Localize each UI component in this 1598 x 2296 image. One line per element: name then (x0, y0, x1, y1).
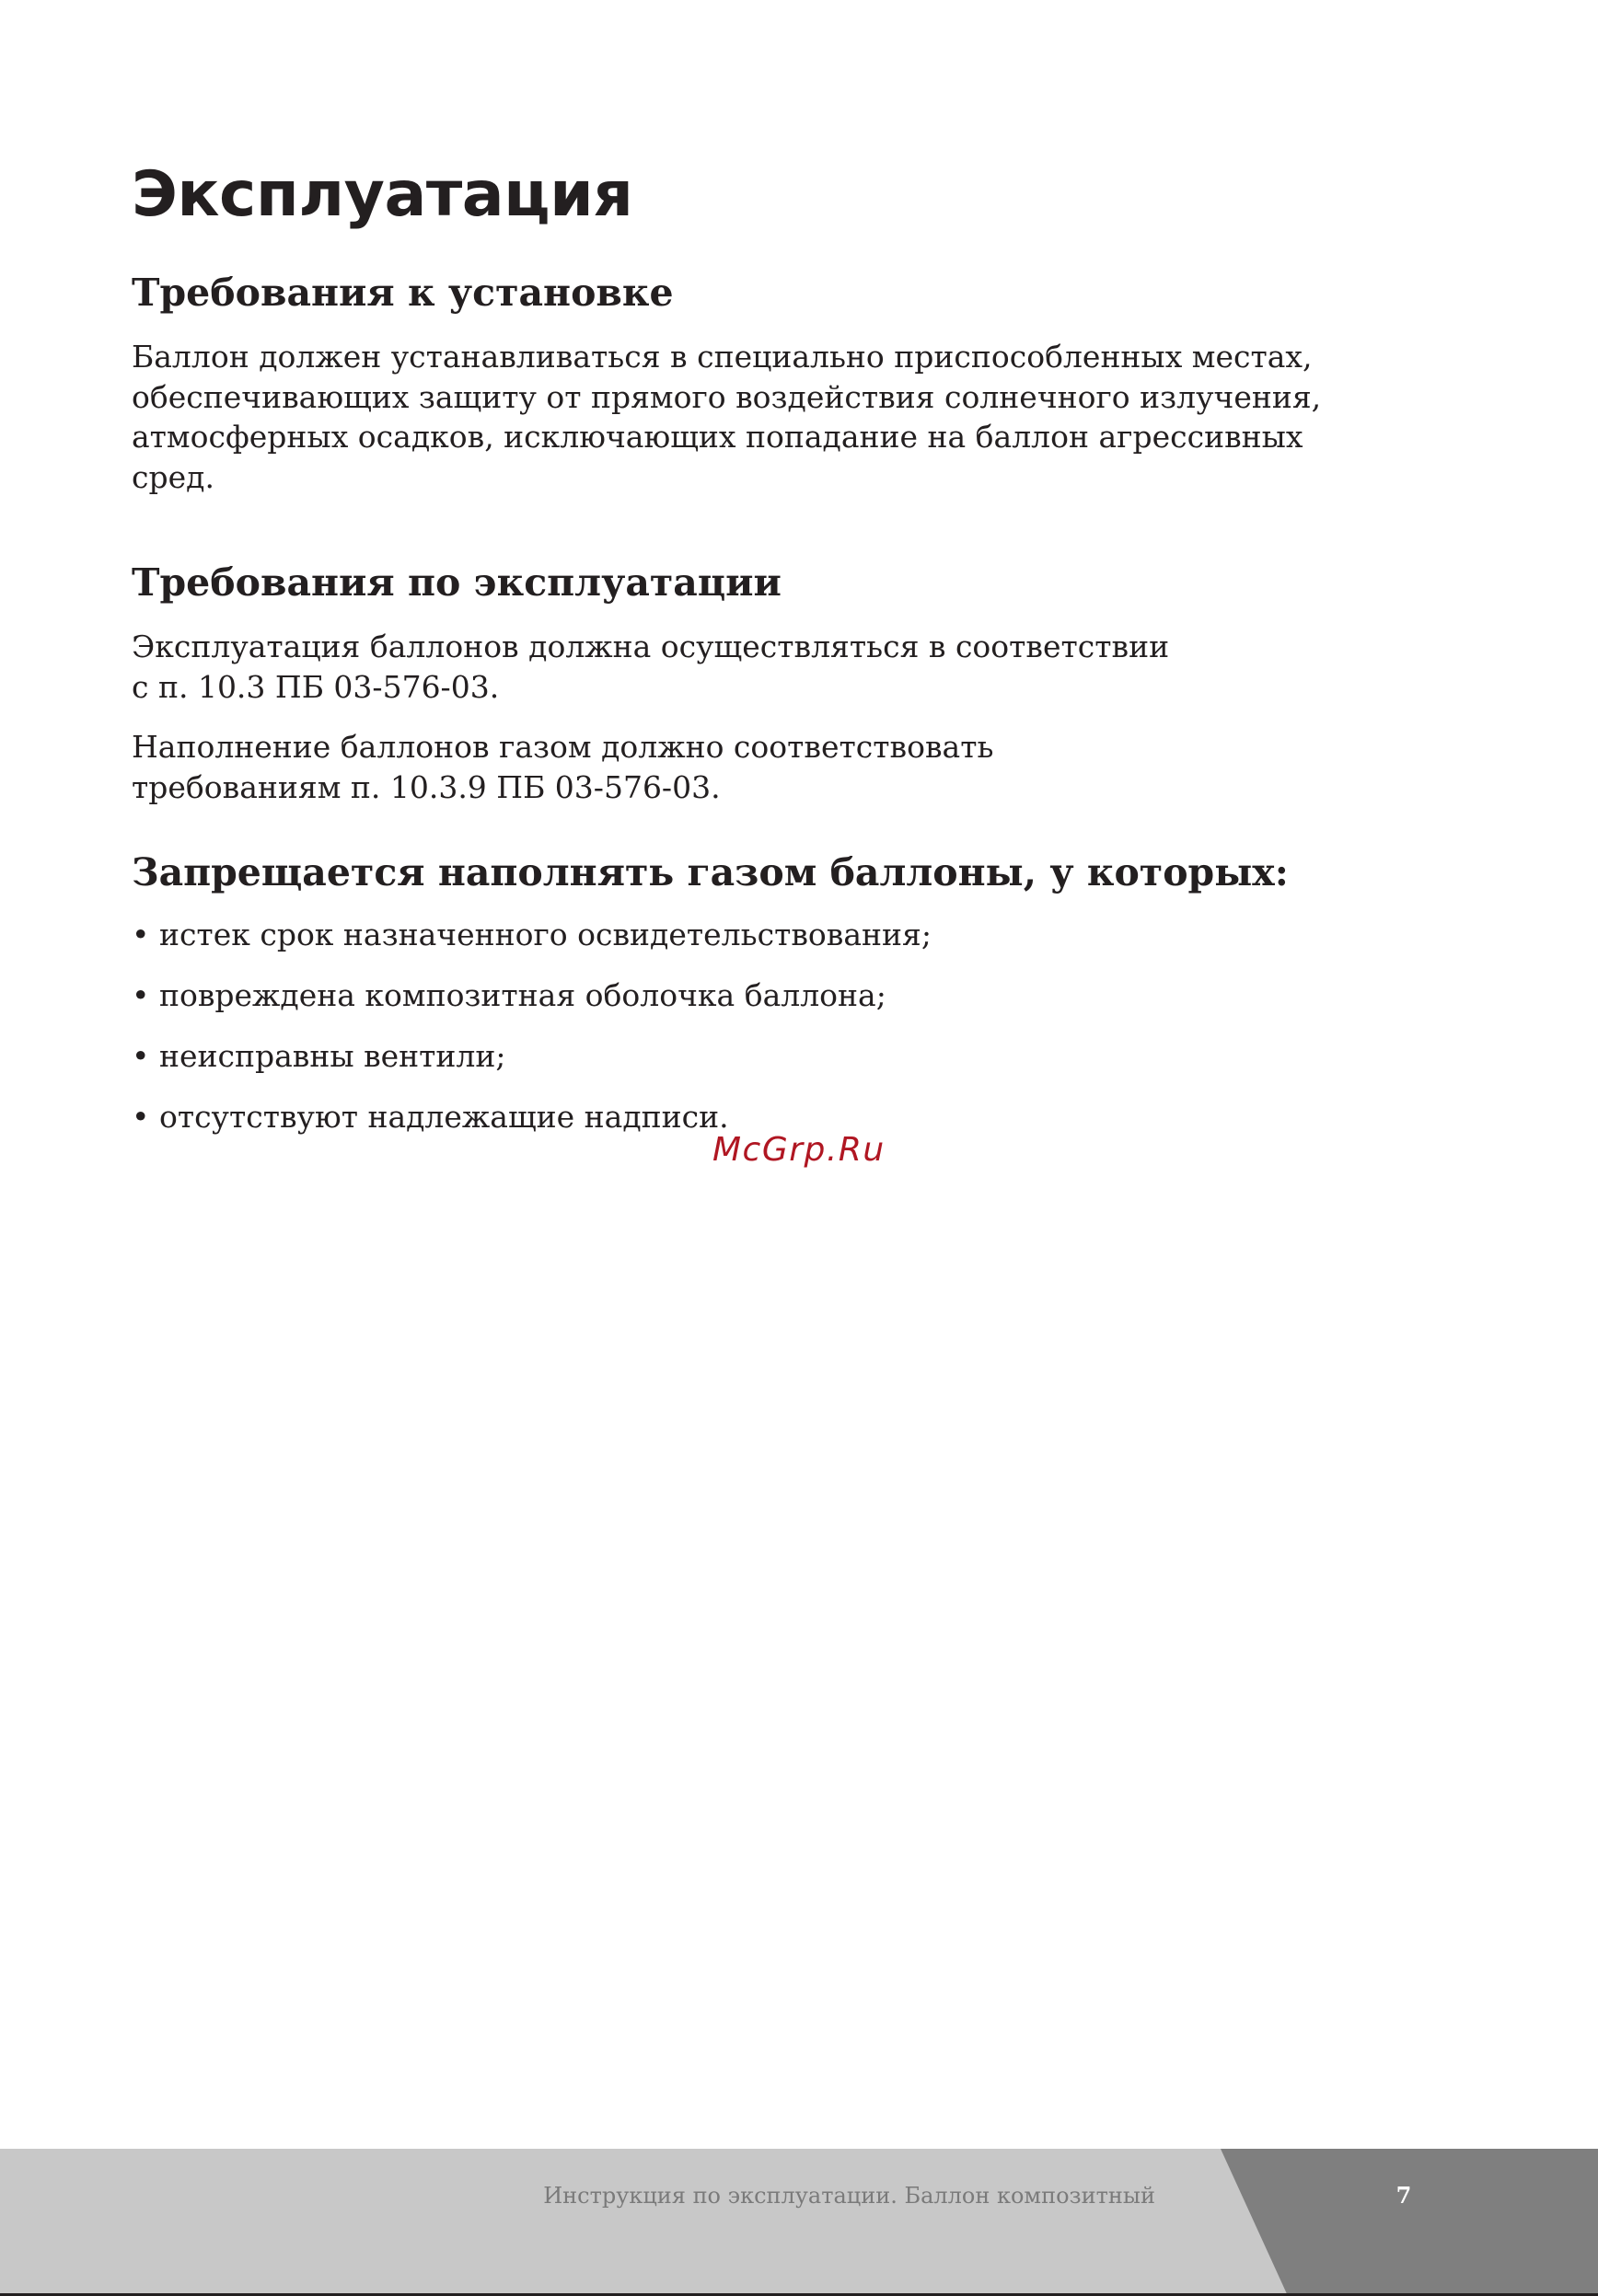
section-heading-installation: Требования к установке (132, 271, 674, 315)
list-item: • неисправны вентили; (132, 1038, 506, 1074)
text-line: Эксплуатация баллонов должна осуществляться в соответствии (132, 629, 1170, 664)
page-footer (0, 2149, 1598, 2296)
footer-document-title: Инструкция по эксплуатации. Баллон композитный (543, 2183, 1155, 2209)
section-heading-operation: Требования по эксплуатации (132, 560, 782, 605)
list-item: • истек срок назначенного освидетельствования; (132, 917, 932, 952)
text-line: Баллон должен устанавливаться в специально приспособленных местах, (132, 339, 1313, 375)
footer-background (0, 2149, 1598, 2296)
text-line: атмосферных осадков, исключающих попадание на баллон агрессивных (132, 419, 1303, 455)
list-item: • отсутствуют надлежащие надписи. (132, 1099, 729, 1135)
section-heading-prohibited: Запрещается наполнять газом баллоны, у которых: (132, 850, 1289, 894)
text-line: требованиям п. 10.3.9 ПБ 03-576-03. (132, 768, 721, 805)
operation-paragraph-2 (132, 727, 993, 807)
text-line: с п. 10.3 ПБ 03-576-03. (132, 668, 500, 705)
installation-paragraph (132, 337, 1321, 497)
operation-paragraph-1 (132, 627, 1169, 707)
list-item: • повреждена композитная оболочка баллона; (132, 977, 886, 1013)
text-line: обеспечивающих защиту от прямого воздействия солнечного излучения, (132, 378, 1322, 415)
text-line: сред. (132, 458, 214, 495)
page-number: 7 (1395, 2182, 1412, 2209)
watermark: McGrp.Ru (712, 1131, 886, 1169)
page-title: Эксплуатация (132, 158, 633, 231)
text-line: Наполнение баллонов газом должно соответствовать (132, 729, 994, 765)
